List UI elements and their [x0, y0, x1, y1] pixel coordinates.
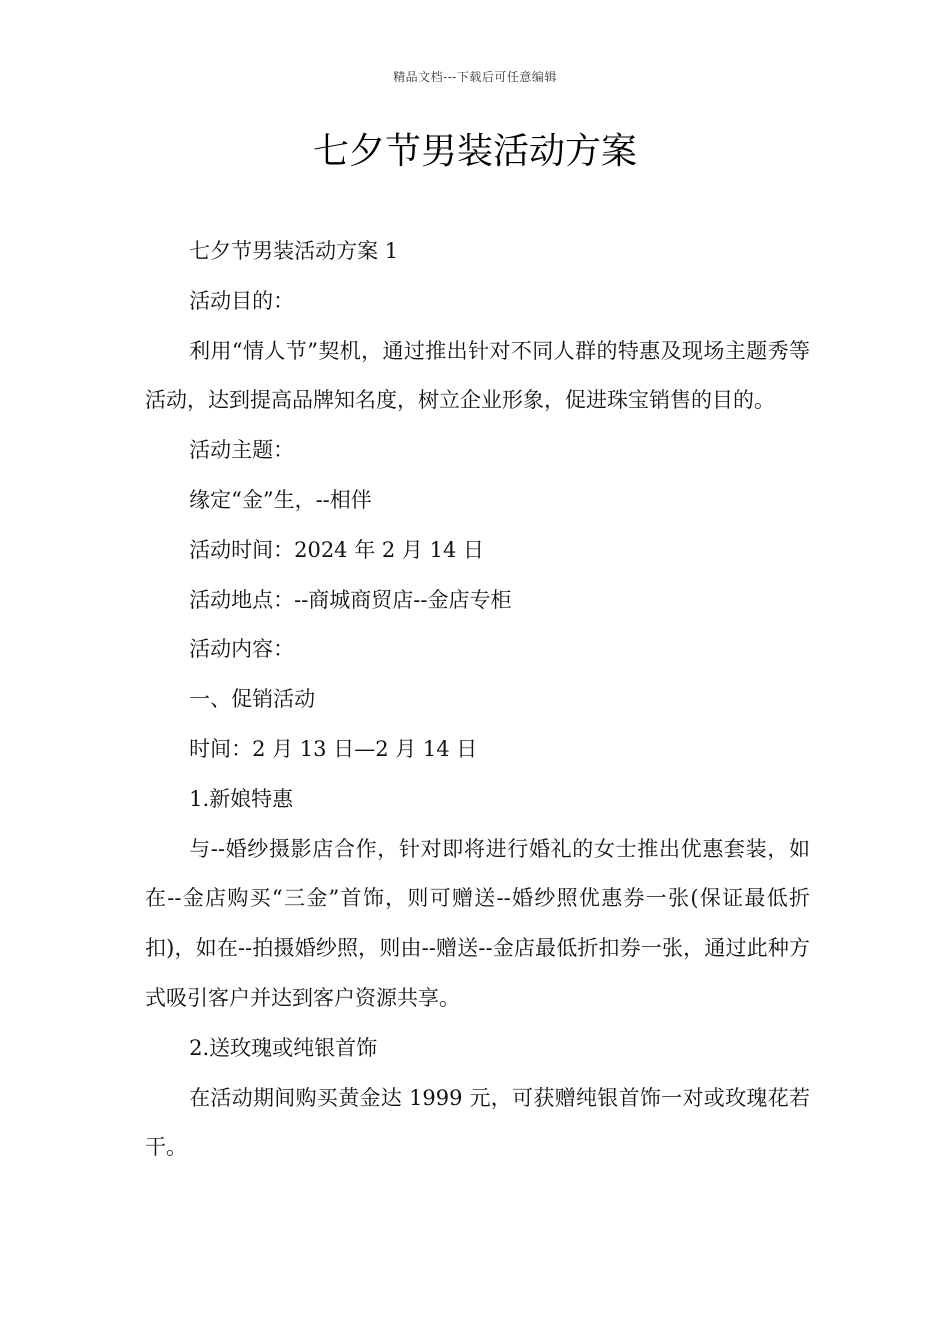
paragraph-subtitle: 七夕节男装活动方案 1 [189, 239, 399, 263]
paragraph-content-heading: 活动内容： [189, 637, 295, 662]
paragraph-bride-details: 与--婚纱摄影店合作，针对即将进行婚礼的女士推出优惠套装，如在--金店购买“三金”首饰，则可赠送--婚纱照优惠券一张(保证最低折扣)，如在--拍摄婚纱照，则由--赠送--金店最低折扣券一张，通过此种方式吸引客户并达到客户资源共享。 [145, 836, 810, 1010]
paragraph-item-gift: 2.送玫瑰或纯银首饰 [189, 1035, 378, 1060]
paragraph-item-bride: 1.新娘特惠 [189, 786, 294, 811]
paragraph-theme: 缘定“金”生，--相伴 [189, 487, 372, 512]
paragraph-purpose: 利用“情人节”契机，通过推出针对不同人群的特惠及现场主题秀等活动，达到提高品牌知名度，树立企业形象，促进珠宝销售的目的。 [145, 338, 810, 413]
document-title: 七夕节男装活动方案 [312, 131, 637, 172]
paragraph-gift-details: 在活动期间购买黄金达 1999 元，可获赠纯银首饰一对或玫瑰花若干。 [145, 1085, 810, 1160]
paragraph-section-promotion: 一、促销活动 [189, 687, 316, 712]
paragraph-purpose-heading: 活动目的： [189, 288, 295, 313]
paragraph-theme-heading: 活动主题： [189, 438, 295, 463]
paragraph-location: 活动地点：--商城商贸店--金店专柜 [189, 587, 512, 612]
running-header: 精品文档---下载后可任意编辑 [393, 70, 557, 84]
document-body [145, 227, 810, 1173]
paragraph-time: 活动时间：2024 年 2 月 14 日 [189, 537, 484, 562]
paragraph-promotion-time: 时间：2 月 13 日—2 月 14 日 [189, 736, 478, 761]
